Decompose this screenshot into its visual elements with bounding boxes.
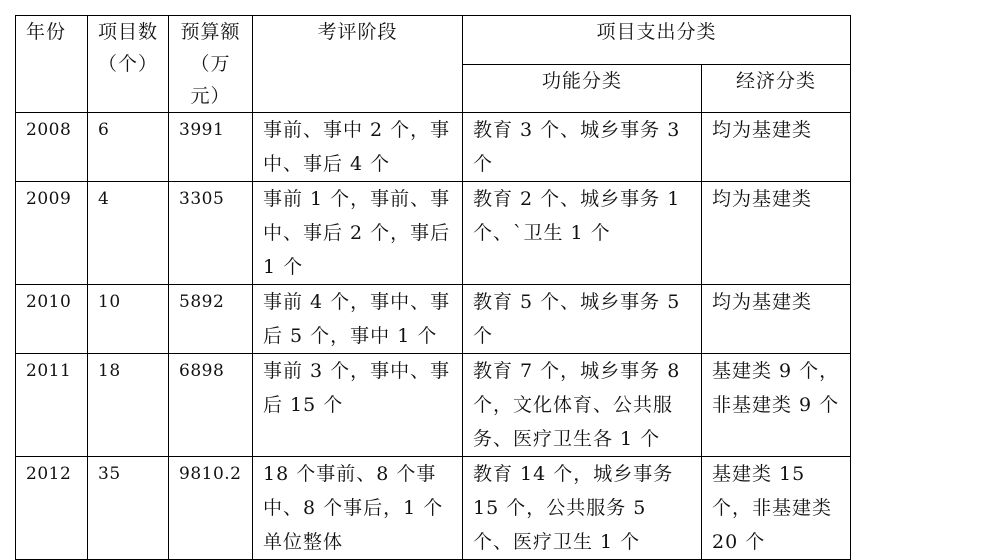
cell-count: 18 (88, 354, 169, 457)
cell-stage: 事前 1 个，事前、事中、事后 2 个，事后 1 个 (253, 182, 463, 285)
cell-stage: 事前 3 个，事中、事后 15 个 (253, 354, 463, 457)
table-row (16, 182, 851, 285)
cell-budget: 3991 (169, 113, 253, 182)
header-functional: 功能分类 (463, 64, 702, 113)
cell-year: 2010 (16, 285, 88, 354)
cell-year: 2008 (16, 113, 88, 182)
cell-stage: 事前 4 个，事中、事后 5 个，事中 1 个 (253, 285, 463, 354)
cell-count: 6 (88, 113, 169, 182)
header-count (88, 16, 169, 113)
cell-functional: 教育 5 个、城乡事务 5 个 (463, 285, 702, 354)
cell-functional: 教育 7 个，城乡事务 8 个，文化体育、公共服务、医疗卫生各 1 个 (463, 354, 702, 457)
table-row (16, 285, 851, 354)
cell-functional: 教育 3 个、城乡事务 3 个 (463, 113, 702, 182)
table-row (16, 457, 851, 560)
cell-economic: 均为基建类 (702, 113, 851, 182)
cell-budget: 6898 (169, 354, 253, 457)
header-budget (169, 16, 253, 113)
cell-functional: 教育 2 个、城乡事务 1 个、`卫生 1 个 (463, 182, 702, 285)
header-stage: 考评阶段 (253, 16, 463, 113)
header-year: 年份 (16, 16, 88, 113)
table-container (15, 15, 851, 560)
cell-economic: 均为基建类 (702, 285, 851, 354)
cell-count: 35 (88, 457, 169, 560)
cell-economic: 均为基建类 (702, 182, 851, 285)
cell-stage: 18 个事前、8 个事中、8 个事后，1 个单位整体 (253, 457, 463, 560)
cell-year: 2011 (16, 354, 88, 457)
header-category: 项目支出分类 (463, 16, 851, 65)
cell-economic: 基建类 9 个，非基建类 9 个 (702, 354, 851, 457)
cell-budget: 3305 (169, 182, 253, 285)
cell-functional: 教育 14 个，城乡事务 15 个，公共服务 5 个、医疗卫生 1 个 (463, 457, 702, 560)
cell-economic: 基建类 15 个，非基建类 20 个 (702, 457, 851, 560)
table-row (16, 113, 851, 182)
cell-count: 4 (88, 182, 169, 285)
cell-year: 2012 (16, 457, 88, 560)
header-budget-line2: （万元） (190, 53, 231, 107)
cell-count: 10 (88, 285, 169, 354)
table-row (16, 354, 851, 457)
cell-budget: 5892 (169, 285, 253, 354)
header-economic: 经济分类 (702, 64, 851, 113)
cell-stage: 事前、事中 2 个，事中、事后 4 个 (253, 113, 463, 182)
header-row-1 (16, 16, 851, 65)
header-count-line2: （个） (98, 53, 159, 75)
header-budget-line1: 预算额 (180, 21, 241, 43)
cell-budget: 9810.2 (169, 457, 253, 560)
project-evaluation-table (15, 15, 851, 560)
header-count-line1: 项目数 (98, 21, 159, 43)
cell-year: 2009 (16, 182, 88, 285)
